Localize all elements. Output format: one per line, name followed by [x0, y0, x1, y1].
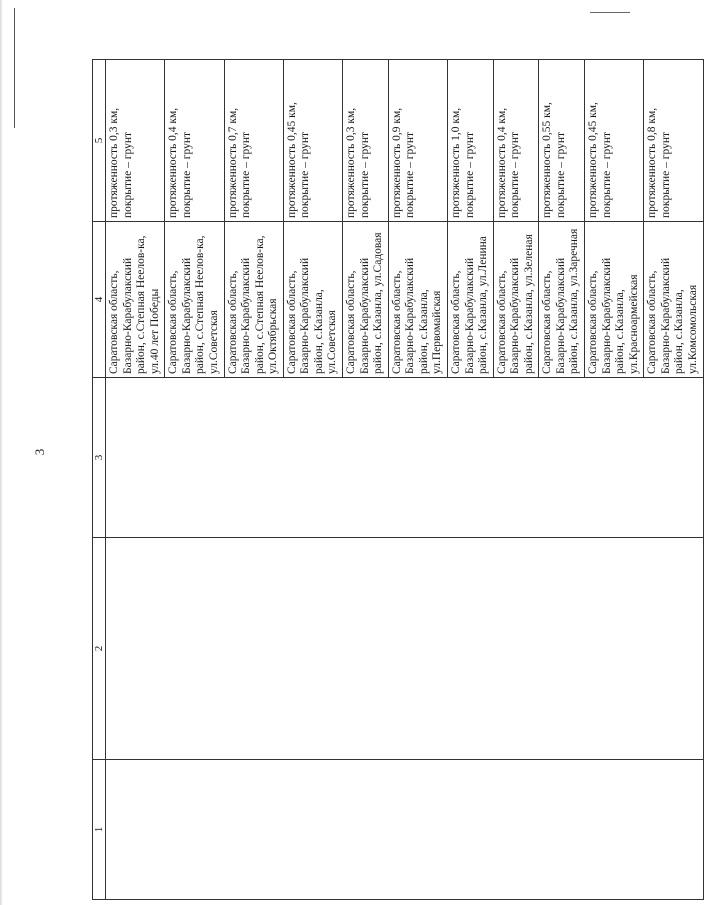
address-cell: Саратовская область, Базарно-Карабулакский район, с.Казанла, ул.Первомайская [388, 222, 447, 378]
rotated-table-wrapper [92, 60, 699, 900]
address-cell: Саратовская область, Базарно-Карабулакский район, с.Казанла, ул.Красноармейская [585, 222, 644, 378]
address-cell: Саратовская область, Базарно-Карабулакский район, с.Степная Неелов-ка, ул.Советская [165, 222, 224, 378]
description-cell: протяженность 0,7 км, покрытие – грунт [224, 60, 283, 222]
page-number: 3 [32, 448, 47, 456]
description-cell: протяженность 0,45 км, покрытие – грунт [283, 60, 342, 222]
address-cell: Саратовская область, Базарно-Карабулакский район, с.Казанла, ул.Садовая [343, 222, 389, 378]
column-header: 4 [93, 222, 106, 378]
scan-mark [590, 12, 630, 13]
address-cell: Саратовская область, Базарно-Карабулакский район, с.Казанла, ул.Комсомольская [644, 222, 703, 378]
column-header: 3 [93, 378, 106, 538]
description-cell: протяженность 0,4 км, покрытие – грунт [165, 60, 224, 222]
column-header: 2 [93, 538, 106, 760]
address-cell: Саратовская область, Базарно-Карабулакский район, с.Степная Неелов-ка, ул.40 лет Победы [106, 222, 165, 378]
table-cell-number [106, 760, 704, 900]
description-cell: протяженность 0,4 км, покрытие – грунт [493, 60, 539, 222]
description-cell: протяженность 0,8 км, покрытие – грунт [644, 60, 703, 222]
table-cell-code [106, 378, 704, 538]
address-cell: Саратовская область, Базарно-Карабулакский район, с.Степная Неелов-ка, ул.Октябрьская [224, 222, 283, 378]
column-header: 1 [93, 760, 106, 900]
scan-edge [0, 0, 3, 905]
description-cell: протяженность 1,0 км, покрытие – грунт [447, 60, 493, 222]
table-cell-name [106, 538, 704, 760]
table-header-row [93, 60, 106, 900]
table-row [106, 60, 165, 900]
address-cell: Саратовская область, Базарно-Карабулакский район, с.Казанла, ул.Зеленая [493, 222, 539, 378]
description-cell: протяженность 0,45 км, покрытие – грунт [585, 60, 644, 222]
address-cell: Саратовская область, Базарно-Карабулакский район, с.Казанла, ул.Ленина [447, 222, 493, 378]
address-cell: Саратовская область, Базарно-Карабулакский район, с.Казанла, ул.Заречная [539, 222, 585, 378]
description-cell: протяженность 0,3 км, покрытие – грунт [343, 60, 389, 222]
column-header: 5 [93, 60, 106, 222]
description-cell: протяженность 0,3 км, покрытие – грунт [106, 60, 165, 222]
description-cell: протяженность 0,55 км, покрытие – грунт [539, 60, 585, 222]
road-registry-table [92, 59, 704, 900]
address-cell: Саратовская область, Базарно-Карабулакский район, с.Казанла, ул.Советская [283, 222, 342, 378]
description-cell: протяженность 0,9 км, покрытие – грунт [388, 60, 447, 222]
scan-mark [14, 8, 15, 128]
